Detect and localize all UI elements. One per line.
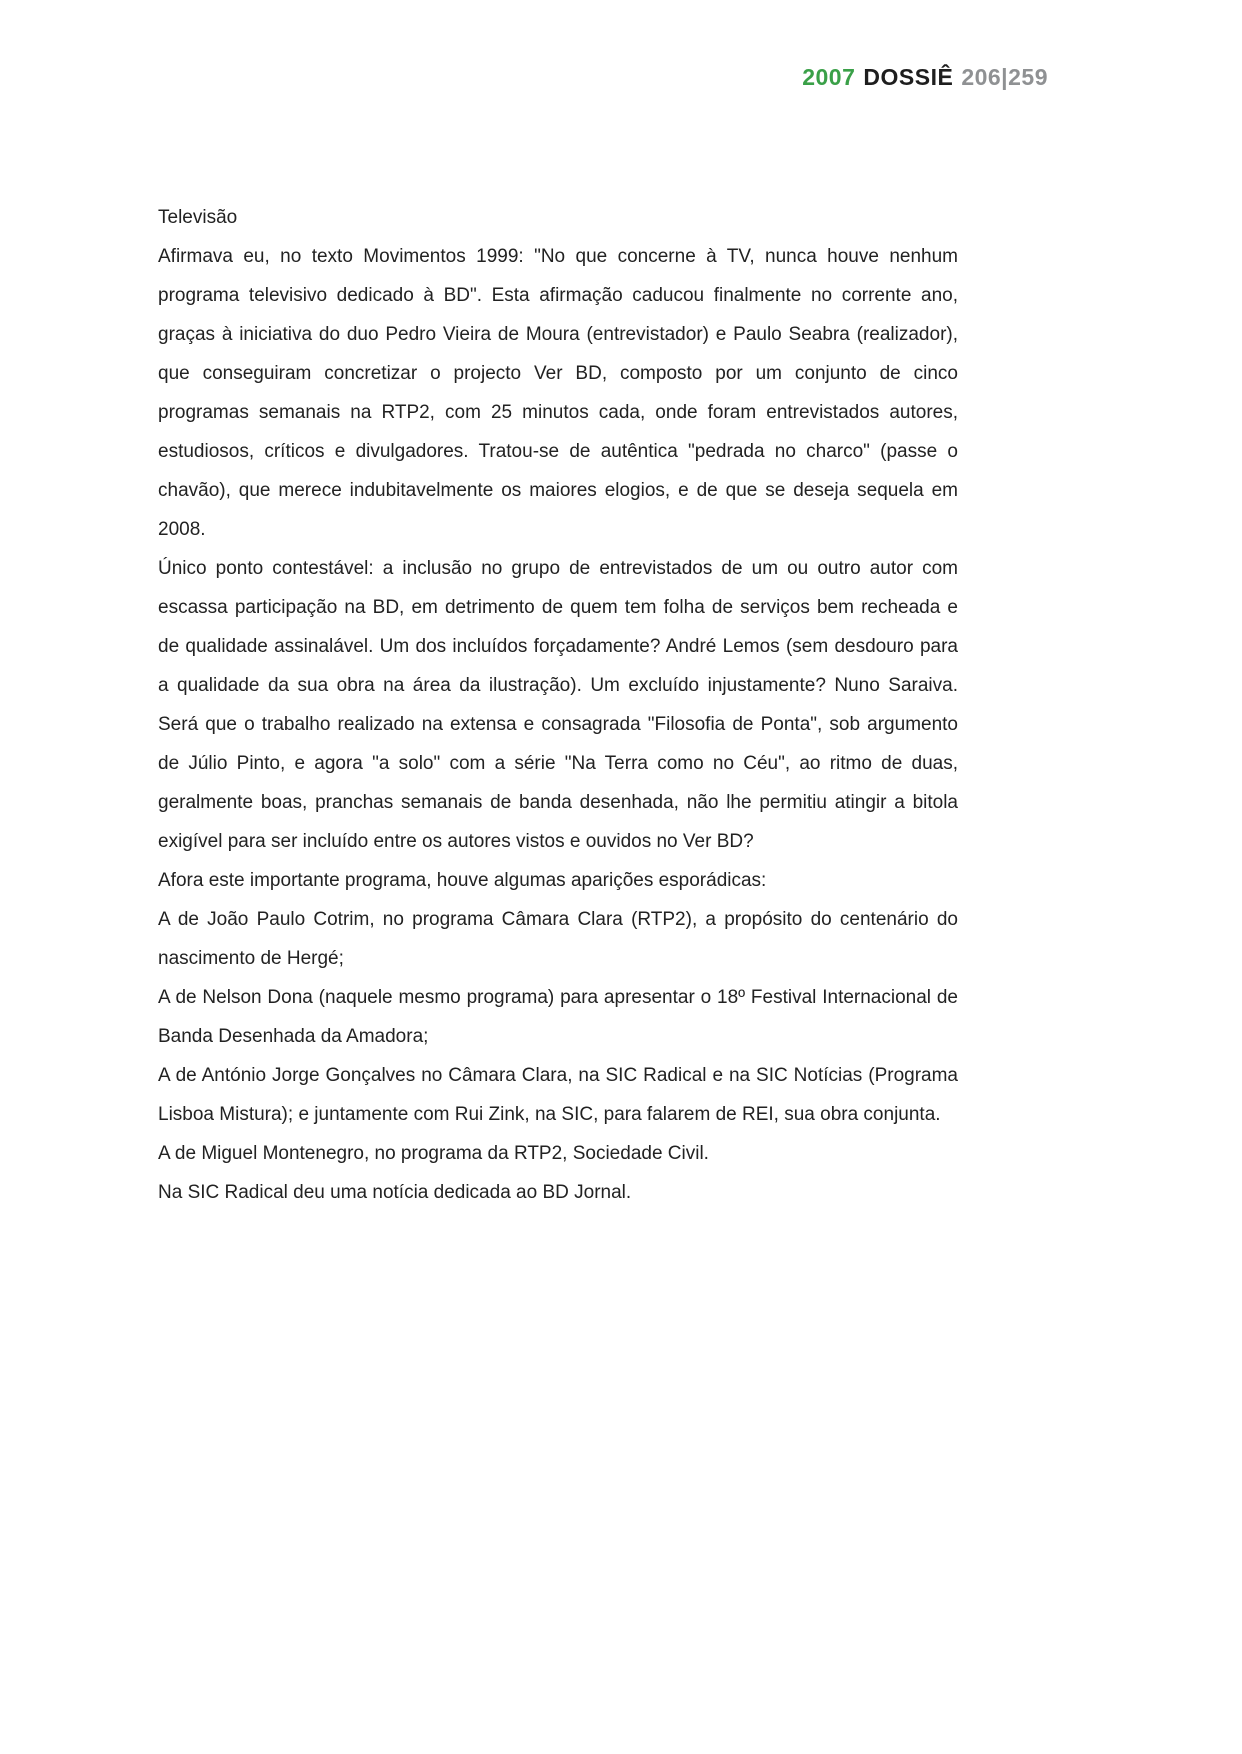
section-title: Televisão — [158, 207, 238, 228]
paragraph: Afora este importante programa, houve algumas aparições esporádicas: — [158, 870, 767, 891]
paragraph: A de António Jorge Gonçalves no Câmara Clara, na SIC Radical e na SIC Notícias (Programa Lisboa Mistura); e juntamente com Rui Zink, na SIC, para falarem de REI, sua obra conjunta. — [158, 1065, 958, 1125]
header-page-range: 206|259 — [961, 64, 1048, 90]
paragraph: Afirmava eu, no texto Movimentos 1999: "No que concerne à TV, nunca houve nenhum programa televisivo dedicado à BD". Esta afirmação caducou finalmente no corrente ano, graças à iniciativa do duo Pedro Vieira de Moura (entrevistador) e Paulo Seabra (realizador), que conseguiram concretizar o projecto Ver BD, composto por um conjunto de cinco programas semanais na RTP2, com 25 minutos cada, onde foram entrevistados autores, estudiosos, críticos e divulgadores. Tratou-se de autêntica "pedrada no charco" (passe o chavão), que merece indubitavelmente os maiores elogios, e de que se deseja sequela em 2008. — [158, 246, 958, 540]
paragraph: A de João Paulo Cotrim, no programa Câmara Clara (RTP2), a propósito do centenário do nascimento de Hergé; — [158, 909, 958, 969]
paragraph: A de Miguel Montenegro, no programa da RTP2, Sociedade Civil. — [158, 1143, 709, 1164]
paragraph: Na SIC Radical deu uma notícia dedicada ao BD Jornal. — [158, 1182, 632, 1203]
header-title: DOSSIÊ — [863, 64, 954, 90]
page-header — [802, 64, 1048, 91]
paragraph: A de Nelson Dona (naquele mesmo programa) para apresentar o 18º Festival Internacional de Banda Desenhada da Amadora; — [158, 987, 958, 1047]
document-body — [158, 198, 958, 1212]
header-year: 2007 — [802, 64, 856, 90]
paragraph: Único ponto contestável: a inclusão no grupo de entrevistados de um ou outro autor com escassa participação na BD, em detrimento de quem tem folha de serviços bem recheada e de qualidade assinalável. Um dos incluídos forçadamente? André Lemos (sem desdouro para a qualidade da sua obra na área da ilustração). Um excluído injustamente? Nuno Saraiva. Será que o trabalho realizado na extensa e consagrada "Filosofia de Ponta", sob argumento de Júlio Pinto, e agora "a solo" com a série "Na Terra como no Céu", ao ritmo de duas, geralmente boas, pranchas semanais de banda desenhada, não lhe permitiu atingir a bitola exigível para ser incluído entre os autores vistos e ouvidos no Ver BD? — [158, 558, 958, 852]
